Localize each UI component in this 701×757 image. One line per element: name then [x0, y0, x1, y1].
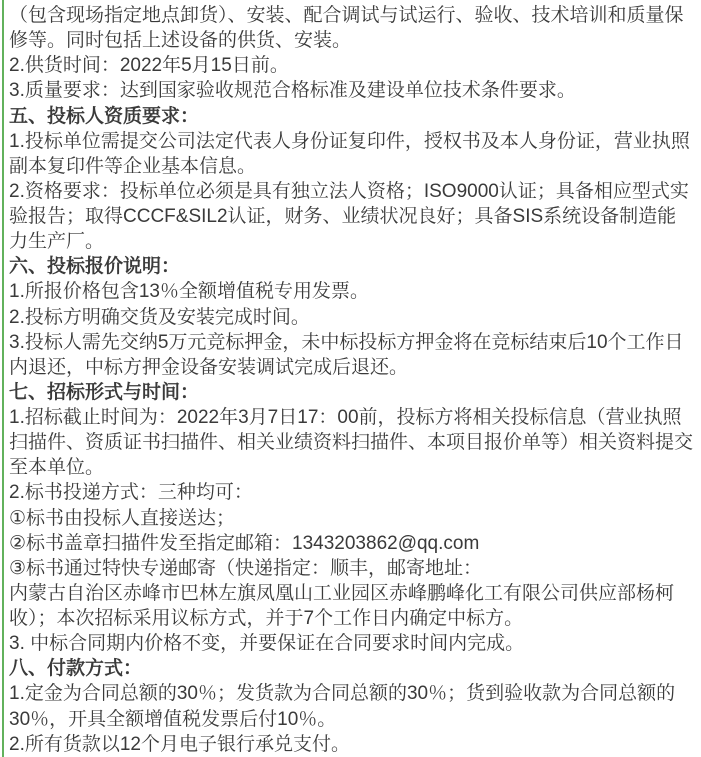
text-line: 2.资格要求：投标单位必须是具有独立法人资格；ISO9000认证；具备相应型式实	[9, 180, 689, 202]
text-line: 3.投标人需先交纳5万元竞标押金，未中标投标方押金将在竞标结束后10个工作日	[9, 331, 684, 353]
text-line: 30％，开具全额增值税发票后付10％。	[9, 708, 337, 730]
text-line: 3.质量要求：达到国家验收规范合格标准及建设单位技术条件要求。	[9, 80, 576, 102]
document-text	[9, 3, 701, 757]
section-heading: 六、投标报价说明：	[9, 256, 181, 278]
text-line: 验报告；取得CCCF&SIL2认证，财务、业绩状况良好；具备SIS系统设备制造能	[9, 206, 677, 227]
section-heading: 五、投标人资质要求：	[9, 105, 200, 127]
text-line: 2.标书投递方式：三种均可：	[9, 482, 253, 504]
section-heading: 七、招标形式与时间：	[9, 381, 200, 403]
text-line: 2.所有货款以12个月电子银行承兑支付。	[9, 733, 350, 755]
text-line: 内退还，中标方押金设备安装调试完成后退还。	[9, 356, 409, 378]
text-line: 副本复印件等企业基本信息。	[9, 155, 257, 177]
text-line: 1.投标单位需提交公司法定代表人身份证复印件，授权书及本人身份证，营业执照	[9, 130, 690, 152]
left-accent-border	[2, 0, 4, 757]
text-line: （包含现场指定地点卸货）、安装、配合调试与试运行、验收、技术培训和质量保	[9, 5, 684, 26]
text-line: 力生产厂。	[9, 231, 105, 253]
text-line: 扫描件、资质证书扫描件、相关业绩资料扫描件、本项目报价单等）相关资料提交	[9, 432, 694, 454]
text-line: ③标书通过特快专递邮寄（快递指定：顺丰，邮寄地址：	[9, 557, 483, 579]
text-line: 2.供货时间：2022年5月15日前。	[9, 55, 289, 77]
text-line: 1.招标截止时间为：2022年3月7日17：00前，投标方将相关投标信息（营业执照	[9, 407, 682, 428]
text-line: 修等。同时包括上述设备的供货、安装。	[9, 30, 352, 52]
text-line: 收）；本次招标采用议标方式，并于7个工作日内确定中标方。	[9, 608, 524, 629]
text-line: 3. 中标合同期内价格不变，并要保证在合同要求时间内完成。	[9, 633, 525, 655]
text-line: 至本单位。	[9, 457, 105, 479]
text-line: 1.所报价格包含13％全额增值税专用发票。	[9, 281, 369, 303]
text-line: 2.投标方明确交货及安装完成时间。	[9, 306, 310, 328]
text-line: ②标书盖章扫描件发至指定邮箱：1343203862@qq.com	[9, 532, 480, 554]
section-heading: 八、付款方式：	[9, 658, 143, 680]
text-line: 1.定金为合同总额的30％；发货款为合同总额的30％；货到验收款为合同总额的	[9, 683, 676, 705]
text-line: ①标书由投标人直接送达；	[9, 507, 236, 529]
text-line: 内蒙古自治区赤峰市巴林左旗凤凰山工业园区赤峰鹏峰化工有限公司供应部杨柯	[9, 582, 675, 604]
